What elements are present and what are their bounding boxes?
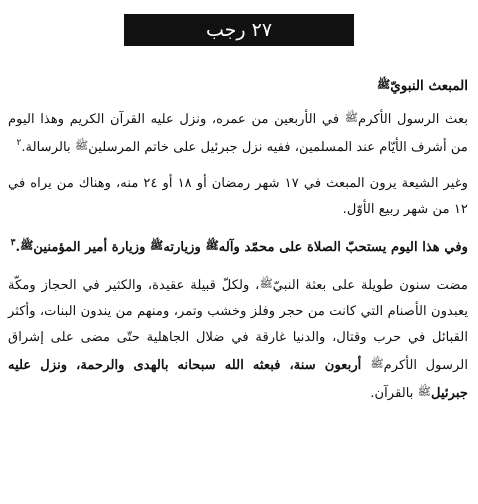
honorific-mark: ﷺ [150, 239, 164, 252]
paragraph-text: وغير الشيعة يرون المبعث في ١٧ شهر رمضان أو ١٨ أو ٢٤ منه، وهناك من يراه في ١٢ من شهر ربيع الأوّل. [8, 176, 469, 217]
honorific-mark: ﷺ [74, 139, 89, 152]
paragraph-text: مضت سنون طويلة على بعثة النبيّ [272, 278, 468, 293]
paragraph-text: وزيارته [163, 240, 206, 255]
honorific-mark: ﷺ [376, 78, 391, 91]
paragraph-recommended-acts [8, 233, 468, 261]
paragraph-text: . [15, 240, 21, 255]
paragraph-text: بالقرآن. [370, 386, 418, 401]
paragraph-text: بعث الرسول الأكرم [358, 112, 469, 127]
footnote-ref: ٢ [16, 138, 22, 148]
paragraph-text: في الأربعين من عمره، ونزل عليه القرآن الكريم وهذا اليوم من أشرف الأيّام عند المسلمين، ففيه نزل جبرئيل على خاتم المرسلين [8, 112, 468, 155]
date-banner-text: ٢٧ رجب [205, 19, 273, 41]
document-body [8, 72, 468, 417]
footnote-ref: ٣ [10, 238, 16, 248]
section-heading-text: المبعث النبويّ [390, 78, 468, 94]
paragraph-other-dates [8, 171, 468, 223]
paragraph-prophetic-mission [8, 105, 468, 161]
paragraph-text: وزيارة أمير المؤمنين [33, 240, 151, 255]
honorific-mark: ﷺ [205, 239, 219, 252]
date-banner [124, 14, 354, 46]
honorific-mark: ﷺ [259, 277, 273, 290]
paragraph-text: ، ولكلّ قبيلة عقيدة، والكثير في الحجاز ومكّة يعبدون الأصنام التي كانت من حجر وفلز وخشب وتمر، ومنهم من يندون البنات، وأكثر القبائل في حرب وقتال، والدنيا غارقة في ضلال الجاهلية حتّى مضى على إشراق الرسول الأكرم [8, 278, 468, 373]
honorific-mark: ﷺ [417, 385, 431, 398]
paragraph-text: أربعون سنة، فبعثه الله سبحانه بالهدى والرحمة، ونزل عليه جبرئيل [8, 358, 468, 401]
honorific-mark: ﷺ [20, 239, 34, 252]
paragraph-text: وفي هذا اليوم يستحبّ الصلاة على محمّد وآله [218, 240, 468, 255]
honorific-mark: ﷺ [344, 111, 359, 124]
honorific-mark: ﷺ [370, 357, 384, 370]
paragraph-pre-islamic-era [8, 271, 468, 407]
paragraph-text: بالرسالة. [21, 140, 75, 155]
section-heading [8, 72, 468, 99]
